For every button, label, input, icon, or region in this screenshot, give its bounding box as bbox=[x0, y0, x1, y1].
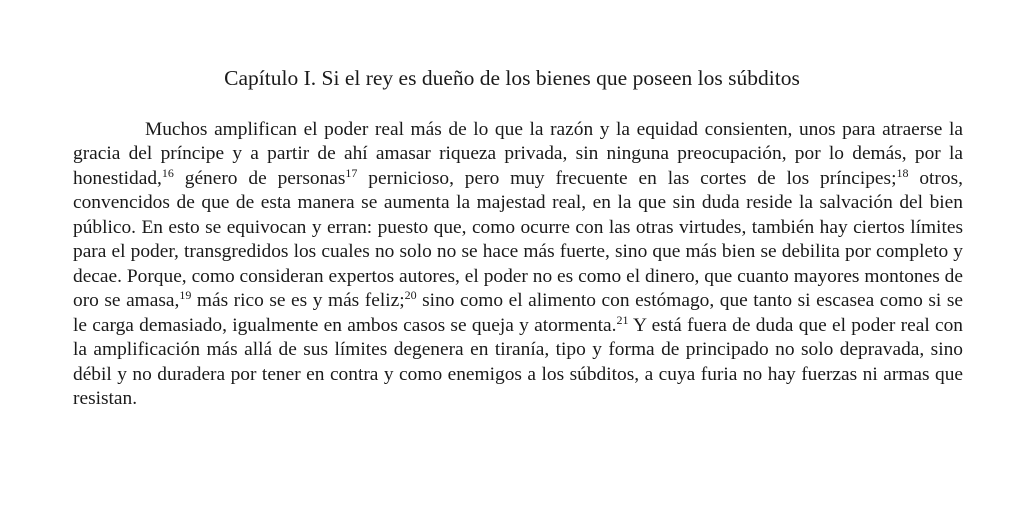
footnote-ref-17[interactable]: 17 bbox=[345, 165, 358, 180]
paragraph-text: Y está fuera de duda que el poder real con la amplificación más allá de sus límites degenera en tiranía, tipo y forma de principado no solo depravada, sino débil y no duradera por tener en contra y como enemigos a los súbditos, a cuya furia no hay fuerzas ni armas que resistan. bbox=[73, 314, 964, 409]
paragraph-text: otros, convencidos de que de esta manera se aumenta la majestad real, en la que sin duda reside la salvación del bien público. En esto se equivocan y erran: puesto que, como ocurre con las otras virtudes, también hay ciertos límites para el poder, transgredidos los cuales no solo no se hace más fuerte, sino que más bien se debilita por completo y decae. Porque, como consideran expertos autores, el poder no es como el dinero, que cuanto mayores montones de oro se amasa, bbox=[73, 167, 963, 312]
footnote-ref-16[interactable]: 16 bbox=[161, 165, 174, 180]
body-paragraph bbox=[73, 118, 963, 411]
paragraph-text: Muchos amplifican el poder real más de lo que la razón y la equidad consienten, unos para atraerse la gracia del príncipe y a partir de ahí amasar riqueza privada, sin ninguna preocupación, por lo demás, por la honestidad, bbox=[73, 119, 963, 189]
paragraph-text: más rico se es y más feliz; bbox=[191, 290, 405, 312]
footnote-ref-18[interactable]: 18 bbox=[896, 165, 909, 180]
paragraph-text: género de personas bbox=[173, 167, 346, 189]
paragraph-text: pernicioso, pero muy frecuente en las cortes de los príncipes; bbox=[357, 167, 897, 189]
footnote-ref-19[interactable]: 19 bbox=[179, 288, 192, 303]
chapter-title: Capítulo I. Si el rey es dueño de los bienes que poseen los súbditos bbox=[224, 66, 800, 90]
paragraph-text: sino como el alimento con estómago, que tanto si escasea como si se le carga demasiado, igualmente en ambos casos se queja y atormenta. bbox=[73, 290, 963, 336]
footnote-ref-21[interactable]: 21 bbox=[616, 312, 629, 327]
footnote-ref-20[interactable]: 20 bbox=[404, 288, 417, 303]
